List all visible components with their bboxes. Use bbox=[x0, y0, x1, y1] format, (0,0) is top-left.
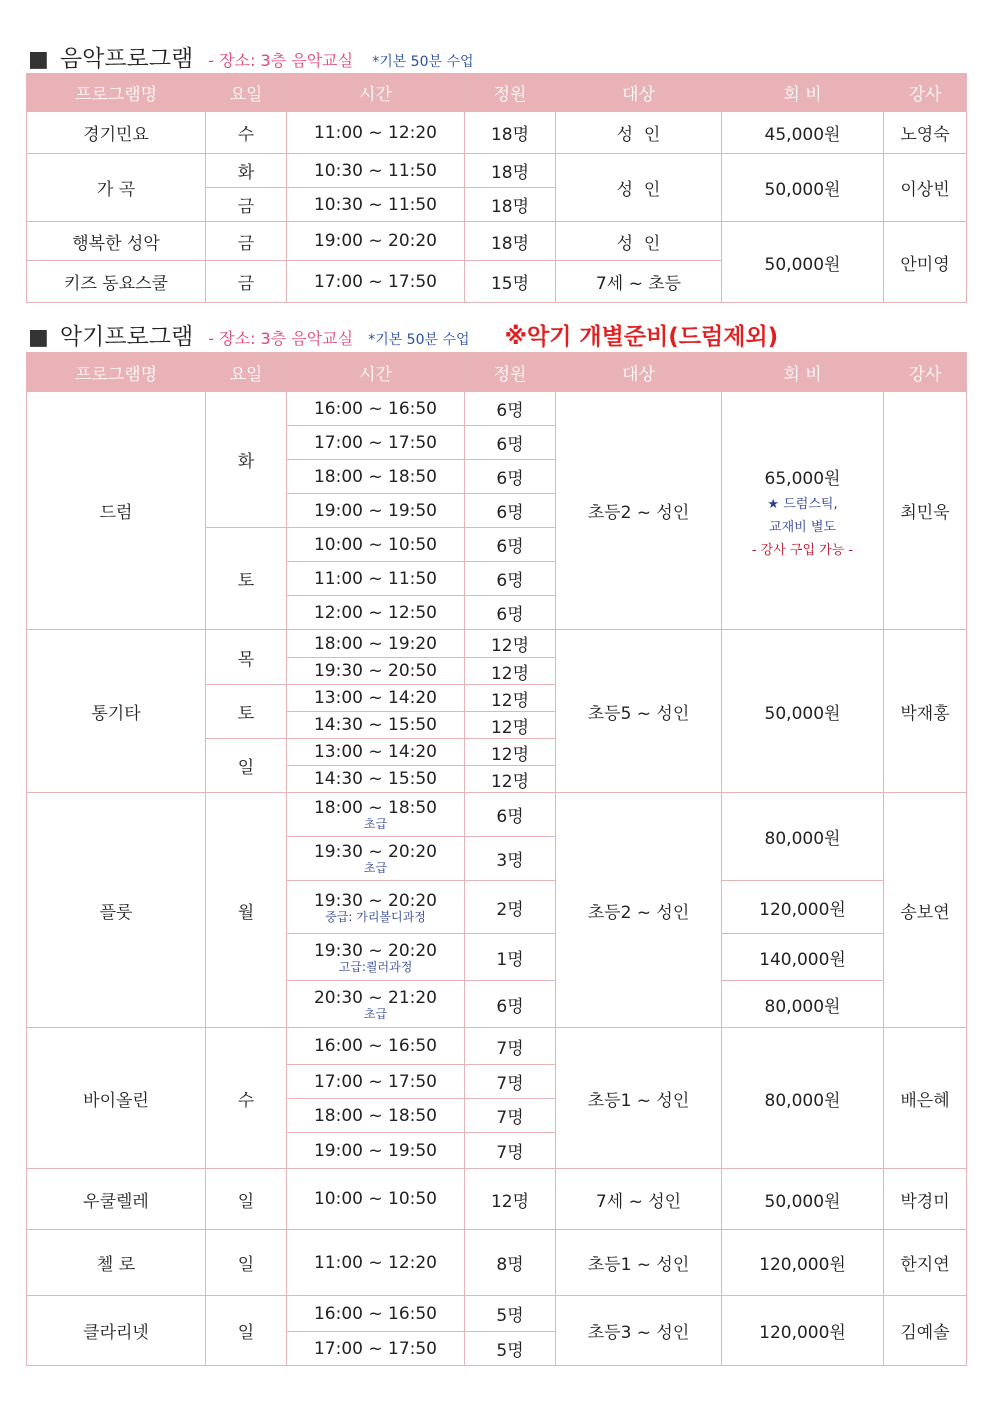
capacity-cell: 6명 bbox=[465, 981, 556, 1028]
day-cell: 목 bbox=[206, 630, 287, 685]
time-cell: 14:30 ~ 15:50 bbox=[287, 766, 465, 793]
target-cell: 초등1 ~ 성인 bbox=[556, 1028, 722, 1169]
time-cell: 18:00 ~ 18:50 bbox=[287, 460, 465, 494]
table-row bbox=[27, 793, 967, 837]
section-basic-note: *기본 50분 수업 bbox=[372, 54, 474, 70]
time-value: 19:30 ~ 20:20 bbox=[313, 890, 438, 911]
day-cell: 토 bbox=[206, 685, 287, 739]
time-cell bbox=[287, 934, 465, 981]
time-cell: 10:30 ~ 11:50 bbox=[287, 188, 465, 222]
time-cell: 19:00 ~ 20:20 bbox=[287, 222, 465, 261]
capacity-cell: 6명 bbox=[465, 460, 556, 494]
header-time: 시간 bbox=[287, 353, 465, 392]
capacity-cell: 18명 bbox=[465, 112, 556, 154]
square-bullet-icon: ■ bbox=[28, 47, 49, 72]
teacher-cell: 배은혜 bbox=[884, 1028, 967, 1169]
table-row bbox=[27, 112, 967, 154]
day-cell: 일 bbox=[206, 1296, 287, 1366]
day-cell: 수 bbox=[206, 112, 287, 154]
target-cell: 초등3 ~ 성인 bbox=[556, 1296, 722, 1366]
time-cell bbox=[287, 881, 465, 934]
table-row bbox=[27, 1296, 967, 1332]
capacity-cell: 2명 bbox=[465, 881, 556, 934]
time-cell: 16:00 ~ 16:50 bbox=[287, 1028, 465, 1065]
teacher-cell: 박경미 bbox=[884, 1169, 967, 1230]
header-time: 시간 bbox=[287, 74, 465, 112]
table-row bbox=[27, 392, 967, 426]
program-name: 키즈 동요스쿨 bbox=[27, 261, 206, 303]
capacity-cell: 12명 bbox=[465, 766, 556, 793]
capacity-cell: 6명 bbox=[465, 426, 556, 460]
time-cell: 13:00 ~ 14:20 bbox=[287, 739, 465, 766]
level-label: 초급 bbox=[363, 1006, 388, 1021]
time-cell: 11:00 ~ 11:50 bbox=[287, 562, 465, 596]
teacher-cell: 노영숙 bbox=[884, 112, 967, 154]
program-name: 클라리넷 bbox=[27, 1296, 206, 1366]
header-target: 대상 bbox=[556, 74, 722, 112]
capacity-cell: 18명 bbox=[465, 154, 556, 188]
time-cell: 19:00 ~ 19:50 bbox=[287, 494, 465, 528]
program-name: 가 곡 bbox=[27, 154, 206, 222]
level-label: 초급 bbox=[363, 817, 388, 831]
header-teacher: 강사 bbox=[884, 353, 967, 392]
time-cell: 19:00 ~ 19:50 bbox=[287, 1133, 465, 1169]
capacity-cell: 12명 bbox=[465, 630, 556, 658]
target-cell: 7세 ~ 성인 bbox=[556, 1169, 722, 1230]
time-cell bbox=[287, 981, 465, 1028]
time-cell: 18:00 ~ 18:50 bbox=[287, 1099, 465, 1133]
target-cell: 성 인 bbox=[556, 222, 722, 261]
time-cell: 18:00 ~ 19:20 bbox=[287, 630, 465, 658]
table-header-row bbox=[27, 74, 967, 112]
header-fee: 회 비 bbox=[722, 353, 884, 392]
teacher-cell: 김예솔 bbox=[884, 1296, 967, 1366]
teacher-cell: 안미영 bbox=[884, 222, 967, 303]
table-row bbox=[27, 1169, 967, 1230]
header-target: 대상 bbox=[556, 353, 722, 392]
table-row bbox=[27, 1230, 967, 1296]
table-row bbox=[27, 222, 967, 261]
capacity-cell: 6명 bbox=[465, 793, 556, 837]
instrument-program-table bbox=[26, 352, 967, 1366]
time-cell: 10:30 ~ 11:50 bbox=[287, 154, 465, 188]
time-cell: 17:00 ~ 17:50 bbox=[287, 1065, 465, 1099]
capacity-cell: 6명 bbox=[465, 494, 556, 528]
time-cell: 10:00 ~ 10:50 bbox=[287, 1169, 465, 1230]
day-cell: 일 bbox=[206, 739, 287, 793]
capacity-cell: 6명 bbox=[465, 596, 556, 630]
target-cell: 초등1 ~ 성인 bbox=[556, 1230, 722, 1296]
fee-cell: 80,000원 bbox=[722, 793, 884, 881]
time-value: 18:00 ~ 18:50 bbox=[313, 798, 438, 818]
day-cell: 금 bbox=[206, 261, 287, 303]
fee-cell: 45,000원 bbox=[722, 112, 884, 154]
program-name: 우쿨렐레 bbox=[27, 1169, 206, 1230]
program-name: 통기타 bbox=[27, 630, 206, 793]
instrument-warning: ※악기 개별준비(드럼제외) bbox=[504, 324, 779, 350]
section-title: 음악프로그램 bbox=[59, 46, 194, 72]
capacity-cell: 5명 bbox=[465, 1296, 556, 1332]
day-cell: 일 bbox=[206, 1230, 287, 1296]
program-name: 드럼 bbox=[27, 392, 206, 630]
time-cell: 11:00 ~ 12:20 bbox=[287, 112, 465, 154]
day-cell: 화 bbox=[206, 154, 287, 188]
section-basic-note: *기본 50분 수업 bbox=[368, 332, 470, 348]
capacity-cell: 8명 bbox=[465, 1230, 556, 1296]
capacity-cell: 12명 bbox=[465, 685, 556, 712]
time-value: 20:30 ~ 21:20 bbox=[313, 987, 438, 1008]
music-program-heading bbox=[28, 40, 474, 73]
fee-cell: 120,000원 bbox=[722, 881, 884, 934]
time-cell: 14:30 ~ 15:50 bbox=[287, 712, 465, 739]
time-cell: 11:00 ~ 12:20 bbox=[287, 1230, 465, 1296]
time-cell: 16:00 ~ 16:50 bbox=[287, 392, 465, 426]
target-cell: 초등5 ~ 성인 bbox=[556, 630, 722, 793]
capacity-cell: 7명 bbox=[465, 1099, 556, 1133]
capacity-cell: 7명 bbox=[465, 1028, 556, 1065]
time-cell: 13:00 ~ 14:20 bbox=[287, 685, 465, 712]
program-name: 첼 로 bbox=[27, 1230, 206, 1296]
capacity-cell: 18명 bbox=[465, 188, 556, 222]
music-program-table bbox=[26, 73, 967, 303]
textbook-note: 교재비 별도 bbox=[769, 519, 836, 535]
capacity-cell: 3명 bbox=[465, 837, 556, 881]
program-name: 행복한 성악 bbox=[27, 222, 206, 261]
teacher-cell: 한지연 bbox=[884, 1230, 967, 1296]
purchase-note: - 강사 구입 가능 - bbox=[751, 542, 854, 558]
fee-cell: 120,000원 bbox=[722, 1296, 884, 1366]
day-cell: 금 bbox=[206, 222, 287, 261]
day-cell: 월 bbox=[206, 793, 287, 1028]
instrument-program-heading bbox=[28, 318, 778, 351]
day-cell: 토 bbox=[206, 528, 287, 630]
fee-cell: 50,000원 bbox=[722, 154, 884, 222]
capacity-cell: 6명 bbox=[465, 562, 556, 596]
teacher-cell: 송보연 bbox=[884, 793, 967, 1028]
capacity-cell: 12명 bbox=[465, 739, 556, 766]
time-cell: 10:00 ~ 10:50 bbox=[287, 528, 465, 562]
capacity-cell: 6명 bbox=[465, 528, 556, 562]
header-fee: 회 비 bbox=[722, 74, 884, 112]
table-row bbox=[27, 154, 967, 188]
level-label: 고급:쾰러과정 bbox=[338, 959, 413, 974]
level-label: 중급: 가리볼디과정 bbox=[325, 909, 426, 924]
level-label: 초급 bbox=[363, 861, 388, 875]
capacity-cell: 5명 bbox=[465, 1332, 556, 1366]
fee-cell: 120,000원 bbox=[722, 1230, 884, 1296]
capacity-cell: 12명 bbox=[465, 658, 556, 685]
header-program: 프로그램명 bbox=[27, 353, 206, 392]
section-place: - 장소: 3층 음악교실 bbox=[208, 329, 354, 348]
header-day: 요일 bbox=[206, 353, 287, 392]
section-title: 악기프로그램 bbox=[59, 324, 194, 350]
header-program: 프로그램명 bbox=[27, 74, 206, 112]
program-name: 바이올린 bbox=[27, 1028, 206, 1169]
header-capacity: 정원 bbox=[465, 353, 556, 392]
time-cell: 19:30 ~ 20:50 bbox=[287, 658, 465, 685]
teacher-cell: 박재홍 bbox=[884, 630, 967, 793]
fee-cell: 80,000원 bbox=[722, 981, 884, 1028]
capacity-cell: 12명 bbox=[465, 712, 556, 739]
fee-value: 65,000원 bbox=[764, 468, 841, 489]
drum-stick-note: ★ 드럼스틱, bbox=[767, 496, 838, 512]
time-cell: 12:00 ~ 12:50 bbox=[287, 596, 465, 630]
square-bullet-icon: ■ bbox=[28, 325, 49, 350]
capacity-cell: 15명 bbox=[465, 261, 556, 303]
header-day: 요일 bbox=[206, 74, 287, 112]
fee-cell bbox=[722, 392, 884, 630]
teacher-cell: 이상빈 bbox=[884, 154, 967, 222]
program-name: 플룻 bbox=[27, 793, 206, 1028]
section-place: - 장소: 3층 음악교실 bbox=[208, 51, 354, 70]
time-cell: 17:00 ~ 17:50 bbox=[287, 261, 465, 303]
header-teacher: 강사 bbox=[884, 74, 967, 112]
program-name: 경기민요 bbox=[27, 112, 206, 154]
capacity-cell: 1명 bbox=[465, 934, 556, 981]
capacity-cell: 18명 bbox=[465, 222, 556, 261]
teacher-cell: 최민욱 bbox=[884, 392, 967, 630]
time-cell: 16:00 ~ 16:50 bbox=[287, 1296, 465, 1332]
time-cell bbox=[287, 837, 465, 881]
time-cell: 17:00 ~ 17:50 bbox=[287, 1332, 465, 1366]
capacity-cell: 7명 bbox=[465, 1133, 556, 1169]
day-cell: 화 bbox=[206, 392, 287, 528]
time-cell: 17:00 ~ 17:50 bbox=[287, 426, 465, 460]
table-row bbox=[27, 1028, 967, 1065]
target-cell: 7세 ~ 초등 bbox=[556, 261, 722, 303]
target-cell: 초등2 ~ 성인 bbox=[556, 392, 722, 630]
capacity-cell: 7명 bbox=[465, 1065, 556, 1099]
day-cell: 수 bbox=[206, 1028, 287, 1169]
day-cell: 일 bbox=[206, 1169, 287, 1230]
header-capacity: 정원 bbox=[465, 74, 556, 112]
fee-cell: 50,000원 bbox=[722, 222, 884, 303]
target-cell: 성 인 bbox=[556, 112, 722, 154]
fee-cell: 50,000원 bbox=[722, 1169, 884, 1230]
capacity-cell: 6명 bbox=[465, 392, 556, 426]
capacity-cell: 12명 bbox=[465, 1169, 556, 1230]
target-cell: 초등2 ~ 성인 bbox=[556, 793, 722, 1028]
time-value: 19:30 ~ 20:20 bbox=[313, 940, 438, 961]
fee-cell: 50,000원 bbox=[722, 630, 884, 793]
table-row bbox=[27, 630, 967, 658]
time-cell bbox=[287, 793, 465, 837]
table-header-row bbox=[27, 353, 967, 392]
target-cell: 성 인 bbox=[556, 154, 722, 222]
day-cell: 금 bbox=[206, 188, 287, 222]
time-value: 19:30 ~ 20:20 bbox=[313, 842, 438, 862]
fee-cell: 80,000원 bbox=[722, 1028, 884, 1169]
fee-cell: 140,000원 bbox=[722, 934, 884, 981]
